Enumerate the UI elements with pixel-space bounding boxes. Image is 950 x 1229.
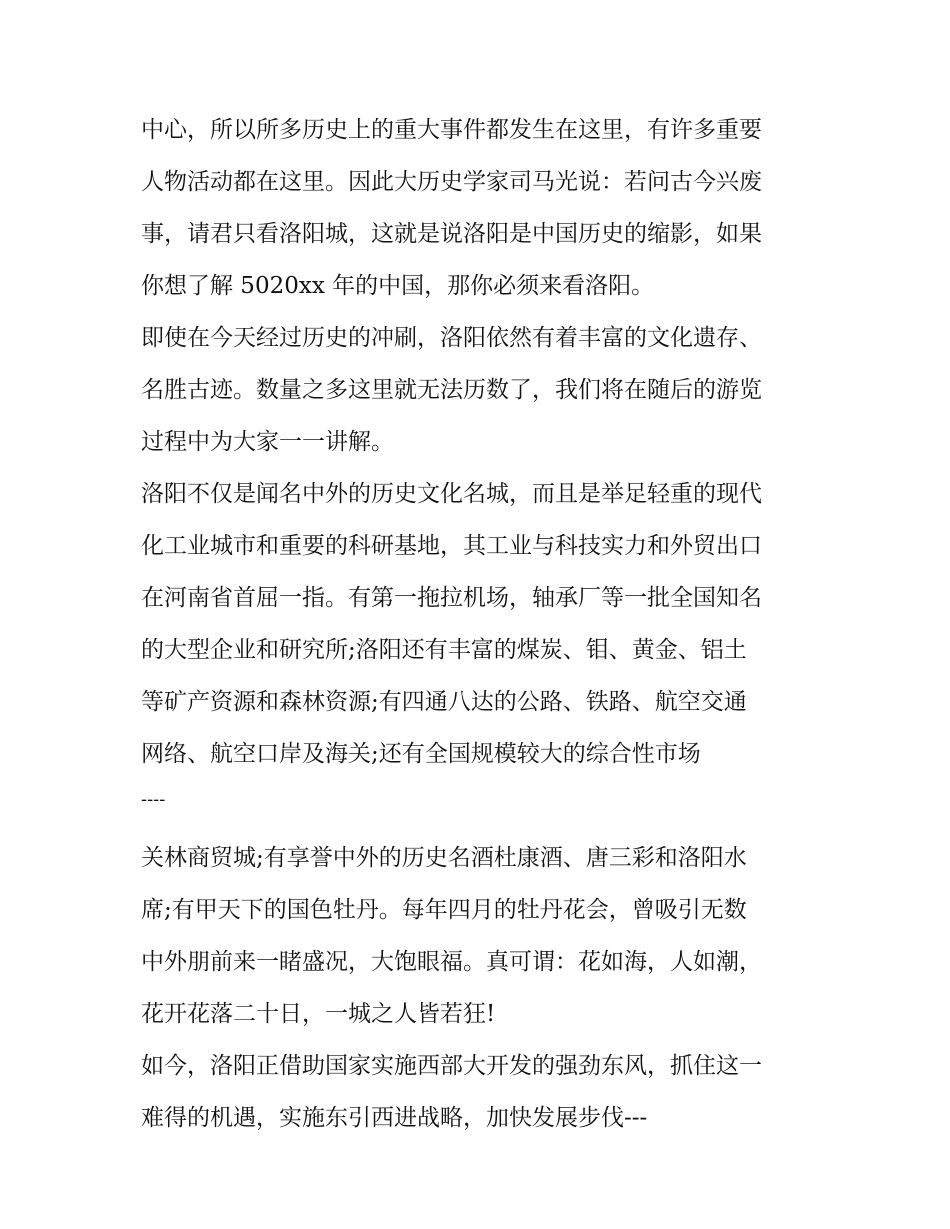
text-line: 在河南省首屈一指。有第一拖拉机场，轴承厂等一批全国知名 [141, 585, 762, 611]
text-line: 花开花落二十日，一城之人皆若狂! [141, 1001, 496, 1027]
text-line: 你想了解 5020xx 年的中国，那你必须来看洛阳。 [141, 273, 655, 299]
text-line: 中外朋前来一睹盛况，大饱眼福。真可谓：花如海，人如潮， [141, 949, 762, 975]
text-line: 席;有甲天下的国色牡丹。每年四月的牡丹花会，曾吸引无数 [141, 897, 747, 923]
text-line: 洛阳不仅是闻名中外的历史文化名城，而且是举足轻重的现代 [141, 481, 762, 507]
text-line: 事，请君只看洛阳城，这就是说洛阳是中国历史的缩影，如果 [141, 221, 762, 247]
document-body [141, 104, 821, 1144]
text-line: 如今，洛阳正借助国家实施西部大开发的强劲东风，抓住这一 [141, 1053, 762, 1079]
text-line: 难得的机遇，实施东引西进战略，加快发展步伐--- [141, 1105, 648, 1131]
text-line: 的大型企业和研究所;洛阳还有丰富的煤炭、钼、黄金、铝土 [141, 637, 747, 663]
text-line: 人物活动都在这里。因此大历史学家司马光说：若问古今兴废 [141, 169, 762, 195]
text-line: 网络、航空口岸及海关;还有全国规模较大的综合性市场 [141, 741, 701, 767]
separator-dashes: ---- [141, 789, 166, 810]
text-line: 过程中为大家一一讲解。 [141, 429, 394, 455]
text-line: 中心，所以所多历史上的重大事件都发生在这里，有许多重要 [141, 117, 762, 143]
text-line: 名胜古迹。数量之多这里就无法历数了，我们将在随后的游览 [141, 377, 762, 403]
text-line: 关林商贸城;有享誉中外的历史名酒杜康酒、唐三彩和洛阳水 [141, 845, 747, 871]
text-line: 化工业城市和重要的科研基地，其工业与科技实力和外贸出口 [141, 533, 762, 559]
text-line: 即使在今天经过历史的冲刷，洛阳依然有着丰富的文化遗存、 [141, 325, 762, 351]
text-line: 等矿产资源和森林资源;有四通八达的公路、铁路、航空交通 [141, 689, 747, 715]
